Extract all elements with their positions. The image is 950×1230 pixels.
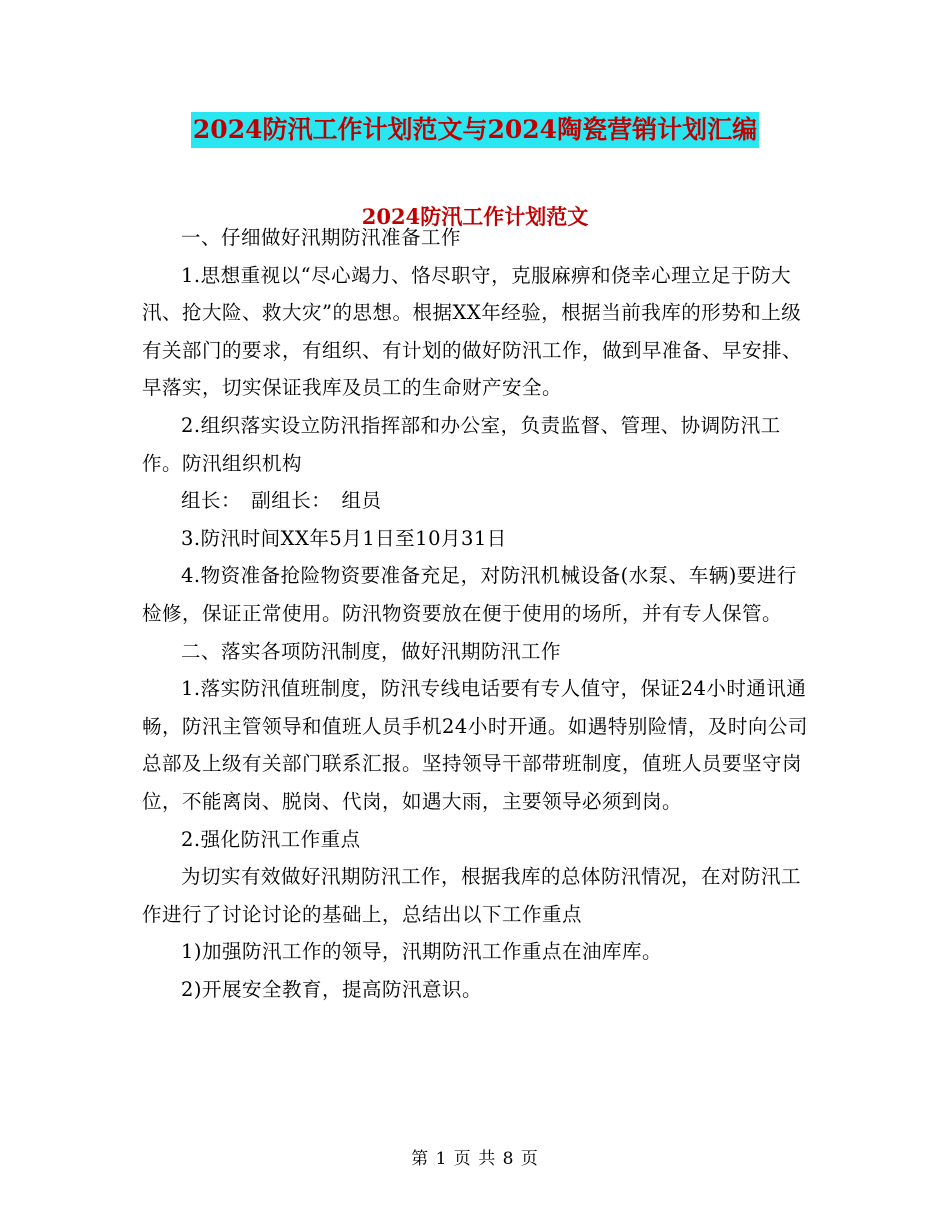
paragraph: 4.物资准备抢险物资要准备充足，对防汛机械设备(水泵、车辆)要进行检修，保证正常使用。防汛物资要放在便于使用的场所，并有专人保管。: [142, 564, 797, 625]
document-title-container: [0, 112, 950, 148]
paragraph: 2.组织落实设立防汛指挥部和办公室，负责监督、管理、协调防汛工作。防汛组织机构: [142, 413, 781, 475]
document-title: 2024防汛工作计划范文与2024陶瓷营销计划汇编: [191, 112, 759, 148]
page-footer: 第 1 页 共 8 页: [411, 1149, 539, 1169]
paragraph: 1.落实防汛值班制度，防汛专线电话要有专人值守，保证24小时通讯通畅，防汛主管领导和值班人员手机24小时开通。如遇特别险情，及时向公司总部及上级有关部门联系汇报。坚持领导干部带班制度，值班人员要坚守岗位，不能离岗、脱岗、代岗，如遇大雨，主要领导必须到岗。: [142, 677, 808, 813]
paragraph: 2)开展安全教育，提高防汛意识。: [181, 977, 483, 1001]
paragraph: 为切实有效做好汛期防汛工作，根据我库的总体防汛情况，在对防汛工作进行了讨论讨论的基础上，总结出以下工作重点: [142, 865, 802, 926]
paragraph-heading-1: 一、仔细做好汛期防汛准备工作: [181, 226, 462, 249]
paragraph: 1.思想重视以“尽心竭力、恪尽职守，克服麻痹和侥幸心理立足于防大汛、抢大险、救大灾”的思想。根据XX年经验，根据当前我库的形势和上级有关部门的要求，有组织、有计划的做好防汛工作，做到早准备、早安排、早落实，切实保证我库及员工的生命财产安全。: [142, 263, 803, 400]
document-body: [142, 219, 814, 1008]
paragraph: 3.防汛时间XX年5月1日至10月31日: [181, 526, 507, 550]
paragraph: 1)加强防汛工作的领导，汛期防汛工作重点在油库库。: [181, 940, 663, 964]
paragraph: 组长： 副组长： 组员: [181, 489, 382, 513]
paragraph-heading-2: 二、落实各项防汛制度，做好汛期防汛工作: [181, 639, 562, 663]
paragraph: 2.强化防汛工作重点: [181, 827, 361, 851]
section-title: 2024防汛工作计划范文: [361, 204, 589, 229]
